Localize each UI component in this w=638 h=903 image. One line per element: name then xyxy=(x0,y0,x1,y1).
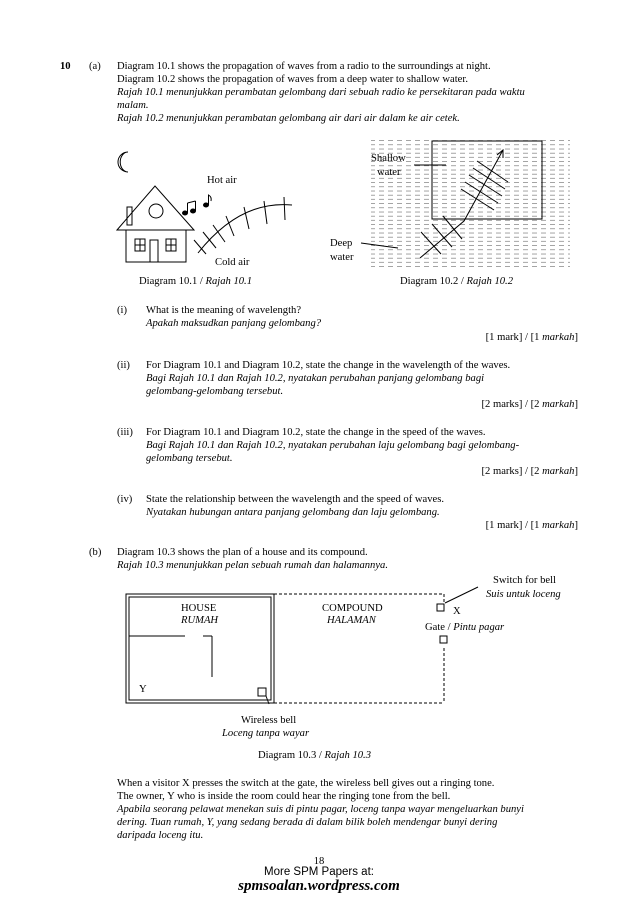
question-i-marks: [1 mark] / [1 markah] xyxy=(485,332,578,343)
shallow-label-1: Shallow xyxy=(371,153,406,164)
compound-label-ms: HALAMAN xyxy=(327,615,376,626)
music-notes-icon xyxy=(183,195,212,215)
question-iii-en: For Diagram 10.1 and Diagram 10.2, state the change in the speed of the waves. xyxy=(146,427,486,438)
diagrams-10-1-10-2 xyxy=(0,130,638,290)
question-number: 10 xyxy=(60,61,71,72)
part-b-intro-ms: Rajah 10.3 menunjukkan pelan sebuah rumah dan halamannya. xyxy=(117,560,388,571)
part-b-para-en-2: The owner, Y who is inside the room could hear the ringing tone from the bell. xyxy=(117,791,451,802)
part-a-intro-ms-line-1: Rajah 10.1 menunjukkan perambatan gelombang dari sebuah radio ke persekitaran pada waktu xyxy=(117,87,525,98)
part-a-label: (a) xyxy=(89,61,101,72)
part-b-para-ms-2: dering. Tuan rumah, Y, yang sedang berada di dalam bilik boleh mendengar bunyi dering xyxy=(117,817,498,828)
question-ii-ms-1: Bagi Rajah 10.1 dan Rajah 10.2, nyatakan perubahan panjang gelombang bagi xyxy=(146,373,485,384)
interior-walls xyxy=(129,636,212,677)
moon-icon xyxy=(118,152,128,172)
question-iii-ms-1: Bagi Rajah 10.1 dan Rajah 10.2, nyatakan perubahan laju gelombang bagi gelombang- xyxy=(146,440,520,451)
site-link[interactable]: spmsoalan.wordpress.com xyxy=(238,878,400,894)
house-label-ms: RUMAH xyxy=(181,615,219,626)
question-i-en: What is the meaning of wavelength? xyxy=(146,305,302,316)
question-i-ms: Apakah maksudkan panjang gelombang? xyxy=(146,318,322,329)
question-iii-label: (iii) xyxy=(117,427,133,438)
part-a-intro-ms-line-3: Rajah 10.2 menunjukkan perambatan gelombang air dari air dalam ke air cetek. xyxy=(117,113,460,124)
visitor-x-label: X xyxy=(453,606,461,617)
owner-y-label: Y xyxy=(139,684,147,695)
shallow-label-2: water xyxy=(377,167,401,178)
gate-label: Gate / Pintu pagar xyxy=(425,622,505,633)
bell-label: Wireless bell xyxy=(241,715,297,726)
diagram-10-2-caption: Diagram 10.2 / Rajah 10.2 xyxy=(400,276,513,287)
question-ii-label: (ii) xyxy=(117,360,130,371)
hot-air-label: Hot air xyxy=(207,175,237,186)
bell-label-ms: Loceng tanpa wayar xyxy=(222,728,310,739)
part-a-intro-line-2: Diagram 10.2 shows the propagation of waves from a deep water to shallow water. xyxy=(117,74,468,85)
diagram-10-1-caption: Diagram 10.1 / Rajah 10.1 xyxy=(139,276,252,287)
part-b-para-ms-1: Apabila seorang pelawat menekan suis di pintu pagar, loceng tanpa wayar mengeluarkan bunyi xyxy=(117,804,524,815)
deep-label-2: water xyxy=(330,252,354,263)
part-a-intro-line-1: Diagram 10.1 shows the propagation of waves from a radio to the surroundings at night. xyxy=(117,61,491,72)
wireless-bell-icon xyxy=(258,688,266,696)
cold-air-label: Cold air xyxy=(215,257,250,268)
house-icon xyxy=(117,186,194,262)
question-iii-marks: [2 marks] / [2 markah] xyxy=(481,466,578,477)
switch-pointer xyxy=(445,587,478,603)
diagram-10-3 xyxy=(0,570,638,740)
part-b-intro: Diagram 10.3 shows the plan of a house and its compound. xyxy=(117,547,368,558)
question-iv-ms: Nyatakan hubungan antara panjang gelombang dan laju gelombang. xyxy=(146,507,440,518)
part-a-intro-ms-line-2: malam. xyxy=(117,100,149,111)
switch-label: Switch for bell xyxy=(493,575,556,586)
question-ii-en: For Diagram 10.1 and Diagram 10.2, state the change in the wavelength of the waves. xyxy=(146,360,511,371)
question-ii-marks: [2 marks] / [2 markah] xyxy=(481,399,578,410)
page-number: 18 xyxy=(313,856,325,867)
gate-post-icon xyxy=(440,636,447,643)
question-iv-marks: [1 mark] / [1 markah] xyxy=(485,520,578,531)
compound-label: COMPOUND xyxy=(322,603,383,614)
question-iii-ms-2: gelombang tersebut. xyxy=(146,453,233,464)
part-b-para-ms-3: daripada loceng itu. xyxy=(117,830,204,841)
deep-label-1: Deep xyxy=(330,238,353,249)
more-papers-text: More SPM Papers at: xyxy=(264,866,374,878)
question-iv-en: State the relationship between the wavelength and the speed of waves. xyxy=(146,494,444,505)
question-iv-label: (iv) xyxy=(117,494,133,505)
house-label: HOUSE xyxy=(181,603,217,614)
diagram-10-3-caption: Diagram 10.3 / Rajah 10.3 xyxy=(258,750,371,761)
switch-label-ms: Suis untuk loceng xyxy=(486,589,561,600)
question-i-label: (i) xyxy=(117,305,127,316)
part-b-para-en-1: When a visitor X presses the switch at the gate, the wireless bell gives out a ringing tone. xyxy=(117,778,495,789)
question-ii-ms-2: gelombang-gelombang tersebut. xyxy=(146,386,284,397)
switch-icon xyxy=(437,604,444,611)
part-b-label: (b) xyxy=(89,547,102,558)
